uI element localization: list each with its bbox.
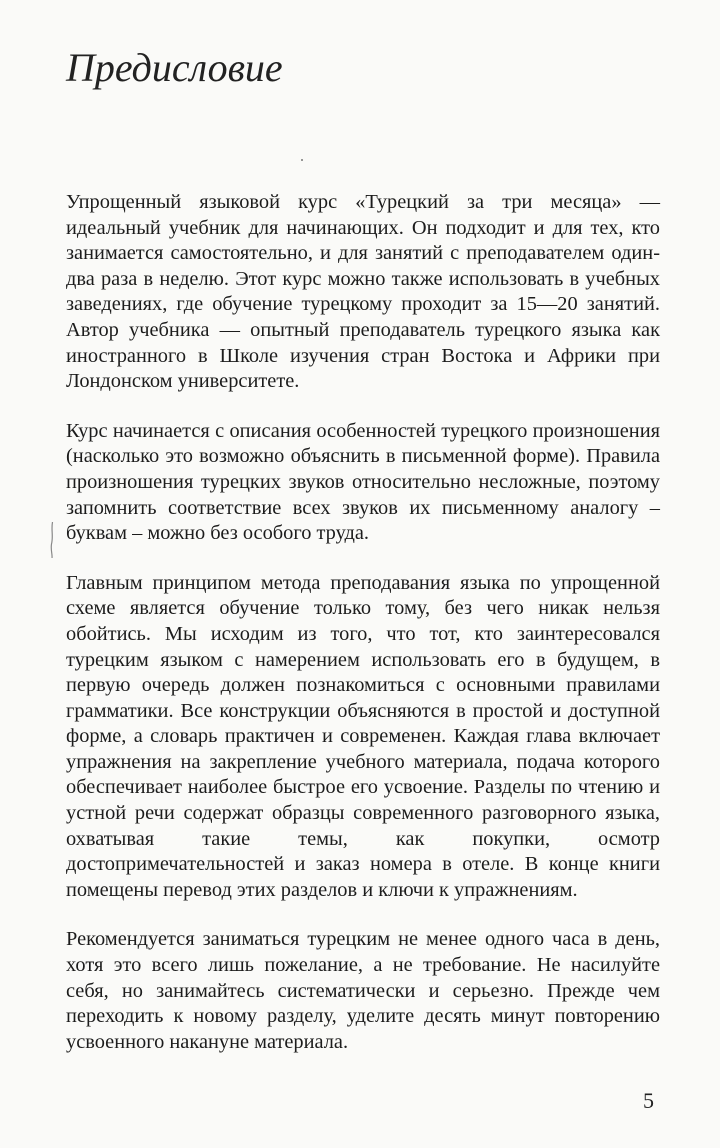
paragraph-course-intro: Упрощенный языковой курс «Турецкий за три месяца» — идеальный учебник для начинающих. Он подходит и для тех, кто занимается самостоятельно, и для занятий с преподавателем один-два раза в неделю. Этот курс можно также использовать в учебных заведениях, где обучение турецкому проходит за 15—20 занятий. Автор учебника — опытный преподаватель турецкого языка как иностранного в Школе изучения стран Востока и Африки при Лондонском университете. (66, 191, 660, 393)
paragraph-pronunciation: Курс начинается с описания особенностей турецкого произношения (насколько это возможно объяснить в письменной форме). Правила произношения турецких звуков относительно несложные, поэтому запомнить соответствие всех звуков их письменному аналогу – буквам – можно без особого труда. (66, 419, 660, 545)
scan-margin-mark (50, 522, 54, 558)
preface-body (66, 190, 660, 1055)
scan-speck (301, 159, 303, 161)
page-title: Предисловие (66, 45, 283, 90)
paragraph-recommendation: Рекомендуется заниматься турецким не менее одного часа в день, хотя это всего лишь пожелание, а не требование. Не насилуйте себя, но занимайтесь систематически и серьезно. Прежде чем переходить к новому разделу, уделите десять минут повторению усвоенного накануне материала. (66, 928, 660, 1053)
page-number: 5 (643, 1088, 654, 1113)
paragraph-method: Главным принципом метода преподавания языка по упрощенной схеме является обучение только тому, без чего никак нельзя обойтись. Мы исходим из того, что тот, кто заинтересовался турецким языком с намерением использовать его в будущем, в первую очередь должен познакомиться с основными правилами грамматики. Все конструкции объясняются в простой и доступной форме, а словарь практичен и современен. Каждая глава включает упражнения на закрепление учебного материала, подача которого обеспечивает наиболее быстрое его усвоение. Разделы по чтению и устной речи содержат образцы современного разговорного языка, охватывая такие темы, как покупки, осмотр достопримечательностей и заказ номера в отеле. В конце книги помещены перевод этих разделов и ключи к упражнениям. (66, 571, 660, 901)
